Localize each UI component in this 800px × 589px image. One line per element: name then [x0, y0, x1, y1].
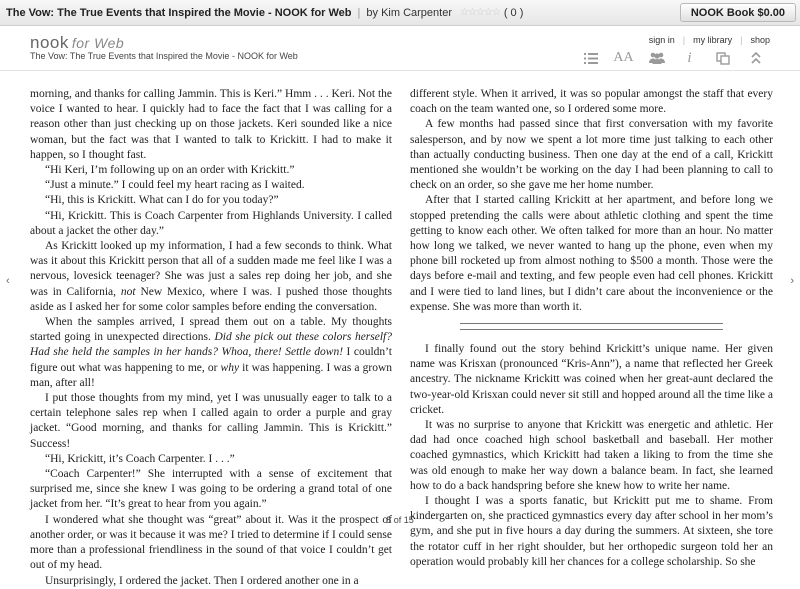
section-divider — [460, 323, 723, 330]
previous-page-arrow-icon[interactable]: ‹ — [6, 275, 10, 287]
text-run: I couldn’t figure out what was happening to me, or — [30, 346, 392, 374]
text-run: As Krickitt looked up my information, I had a few seconds to think. What was it about this Krickitt person that all of a sudden made me feel like I was a nervous, lovesick teenager? She was just a sales rep doing her job, and she was in California, — [30, 240, 392, 298]
paragraph — [30, 315, 392, 391]
reader-toolbar — [574, 49, 772, 67]
paragraph: A few months had passed since that first conversation with my favorite salesperson, and by now we spent a lot more time just talking to each other than actually conducting business. Then one day at the end of a call, Krickitt mentioned she wouldn’t be working on the day I had been planning to call to check on an order, so she gave me her home number. — [410, 118, 773, 192]
paragraph: morning, and thanks for calling Jammin. This is Keri.” Hmm . . . Keri. Not the voice I wanted to hear. I quickly had to face the fact that I was calling for a reason other than just checking up on those jackets. Keri sounded like a nice woman, but the fact was that I wanted to talk to Krickitt. I had to make it happen, so I thought fast. — [30, 88, 392, 161]
paragraph: “Hi, this is Krickitt. What can I do for you today?” — [45, 194, 279, 207]
paragraph: I put those thoughts from my mind, yet I was unusually eager to talk to a certain telephone sales rep when I called again to order a purple and gray jacket. “Good morning, and thanks for calling Jammin. This is Krickitt.” Success! — [30, 392, 392, 450]
buy-nook-book-button[interactable] — [680, 3, 796, 22]
paragraph: I wondered what she thought was “great” about it. Was it the prospect of another order, or was it because it was me? I tried to determine if I could sense more than a professional friendliness in the sound of that voice I couldn’t get out of my head. — [30, 513, 392, 572]
page-indicator: 8 of 15 — [386, 515, 414, 525]
paragraph — [30, 239, 392, 315]
right-page-column — [410, 87, 773, 570]
account-links — [649, 35, 770, 45]
text-run: it was happening. I was a grown man, after all! — [30, 361, 392, 389]
rating-count: ( 0 ) — [503, 6, 524, 19]
sign-in-link[interactable]: sign in — [648, 35, 675, 45]
paragraph: “Hi Keri, I’m following up on an order with Krickitt.” — [45, 164, 295, 177]
text-run: New Mexico, where I was. I pushed those thoughts aside as I asked her for some color samples before ending the conversation. — [30, 285, 393, 313]
paragraph: After that I started calling Krickitt at her apartment, and before long we stopped pretending the calls were about athletic clothing and spent the time getting to know each other. We often talked for more than an hour. No matter how long we talked, we never wanted to hang up the phone, even when my phone bill rocketed up from almost nothing to $500 a month. Those were the days before e-mail and texting, and few people even had cell phones. Krickitt and I were tied to land lines, but I didn’t care about the inconvenience or the expense. She was more than worth it. — [410, 194, 773, 313]
layout-icon[interactable] — [706, 49, 739, 67]
paragraph: “Coach Carpenter!” She interrupted with a sense of excitement that surprised me, since she knew I was going to be ordering a grand total of one jacket from her. “It’s great to hear from you again.” — [30, 468, 392, 511]
nook-logo[interactable] — [30, 33, 124, 53]
next-page-arrow-icon[interactable]: › — [790, 275, 794, 287]
info-label: i — [687, 49, 692, 66]
emphasis: Did she pick out these colors herself? Had she held the samples in her hands? Whoa, there! Settle down! — [30, 331, 392, 359]
font-size-label: AA — [613, 50, 634, 65]
paragraph: Unsurprisingly, I ordered the jacket. Then I ordered another one in a — [45, 574, 359, 587]
people-icon[interactable] — [640, 49, 673, 67]
paragraph: I finally found out the story behind Krickitt’s unique name. Her given name was Krisxan (pronounced “Kris-Ann”), a name that reflected her Greek ancestry. The nickname Krickitt was coined when her great-aunt declared the two-year-old Krisxan could never sit still and hopped around all the time like a cricket. — [410, 343, 773, 416]
paragraph: “Hi, Krickitt, it’s Coach Carpenter. I . . .” — [45, 452, 235, 465]
paragraph: different style. When it arrived, it was so popular amongst the staff that every coach on the team wanted one, so I ordered some more. — [410, 88, 773, 116]
emphasis: not — [120, 285, 136, 298]
rating-stars-icon[interactable]: ☆☆☆☆☆ — [459, 7, 500, 18]
collapse-icon[interactable] — [739, 49, 772, 67]
left-page-column — [30, 87, 392, 589]
my-library-link[interactable]: my library — [693, 35, 733, 45]
emphasis: why — [220, 361, 240, 374]
paragraph: “Just a minute.” I could feel my heart racing as I waited. — [45, 179, 305, 192]
paragraph: I thought I was a sports fanatic, but Krickitt put me to shame. From kindergarten on, she practiced gymnastics every day after school in her mom’s gym, and she put in five hours a day during the summers. At sixteen, she tore the rotator cuff in her right shoulder, but her orthopedic surgeon told her an operation would probably kill her chances for a college scholarship. So she — [410, 495, 773, 568]
book-title: The Vow: The True Events that Inspired the Movie - NOOK for Web — [6, 6, 352, 19]
shop-link[interactable]: shop — [750, 35, 770, 45]
text-run: When the samples arrived, I spread them out on a table. My thoughts started going in unexpected directions. — [30, 316, 392, 344]
paragraph: It was no surprise to anyone that Krickitt was energetic and athletic. Her dad had once coached high school basketball and baseball. Her mother coached gymnastics, which Krickitt had taken a liking to from the time she was old enough to make her way down a balance beam. In fact, she learned how to do a back handspring before she knew how to write her name. — [410, 419, 773, 492]
top-bar — [0, 0, 800, 26]
page-subtitle: The Vow: The True Events that Inspired the Movie - NOOK for Web — [30, 51, 298, 61]
link-separator: | — [740, 35, 743, 45]
header-divider — [0, 70, 800, 71]
link-separator: | — [682, 35, 686, 45]
buy-button-label: NOOK Book $0.00 — [690, 6, 785, 19]
font-size-icon[interactable] — [607, 49, 640, 67]
separator: | — [357, 6, 361, 19]
book-author[interactable]: by Kim Carpenter — [366, 6, 452, 19]
reader-header — [0, 27, 800, 67]
logo-sub: for Web — [71, 35, 125, 51]
paragraph: “Hi, Krickitt. This is Coach Carpenter from Highlands University. I called about a jacket the other day.” — [30, 209, 392, 237]
info-icon[interactable] — [673, 49, 706, 67]
contents-icon[interactable] — [574, 49, 607, 67]
logo-main: nook — [30, 33, 69, 52]
